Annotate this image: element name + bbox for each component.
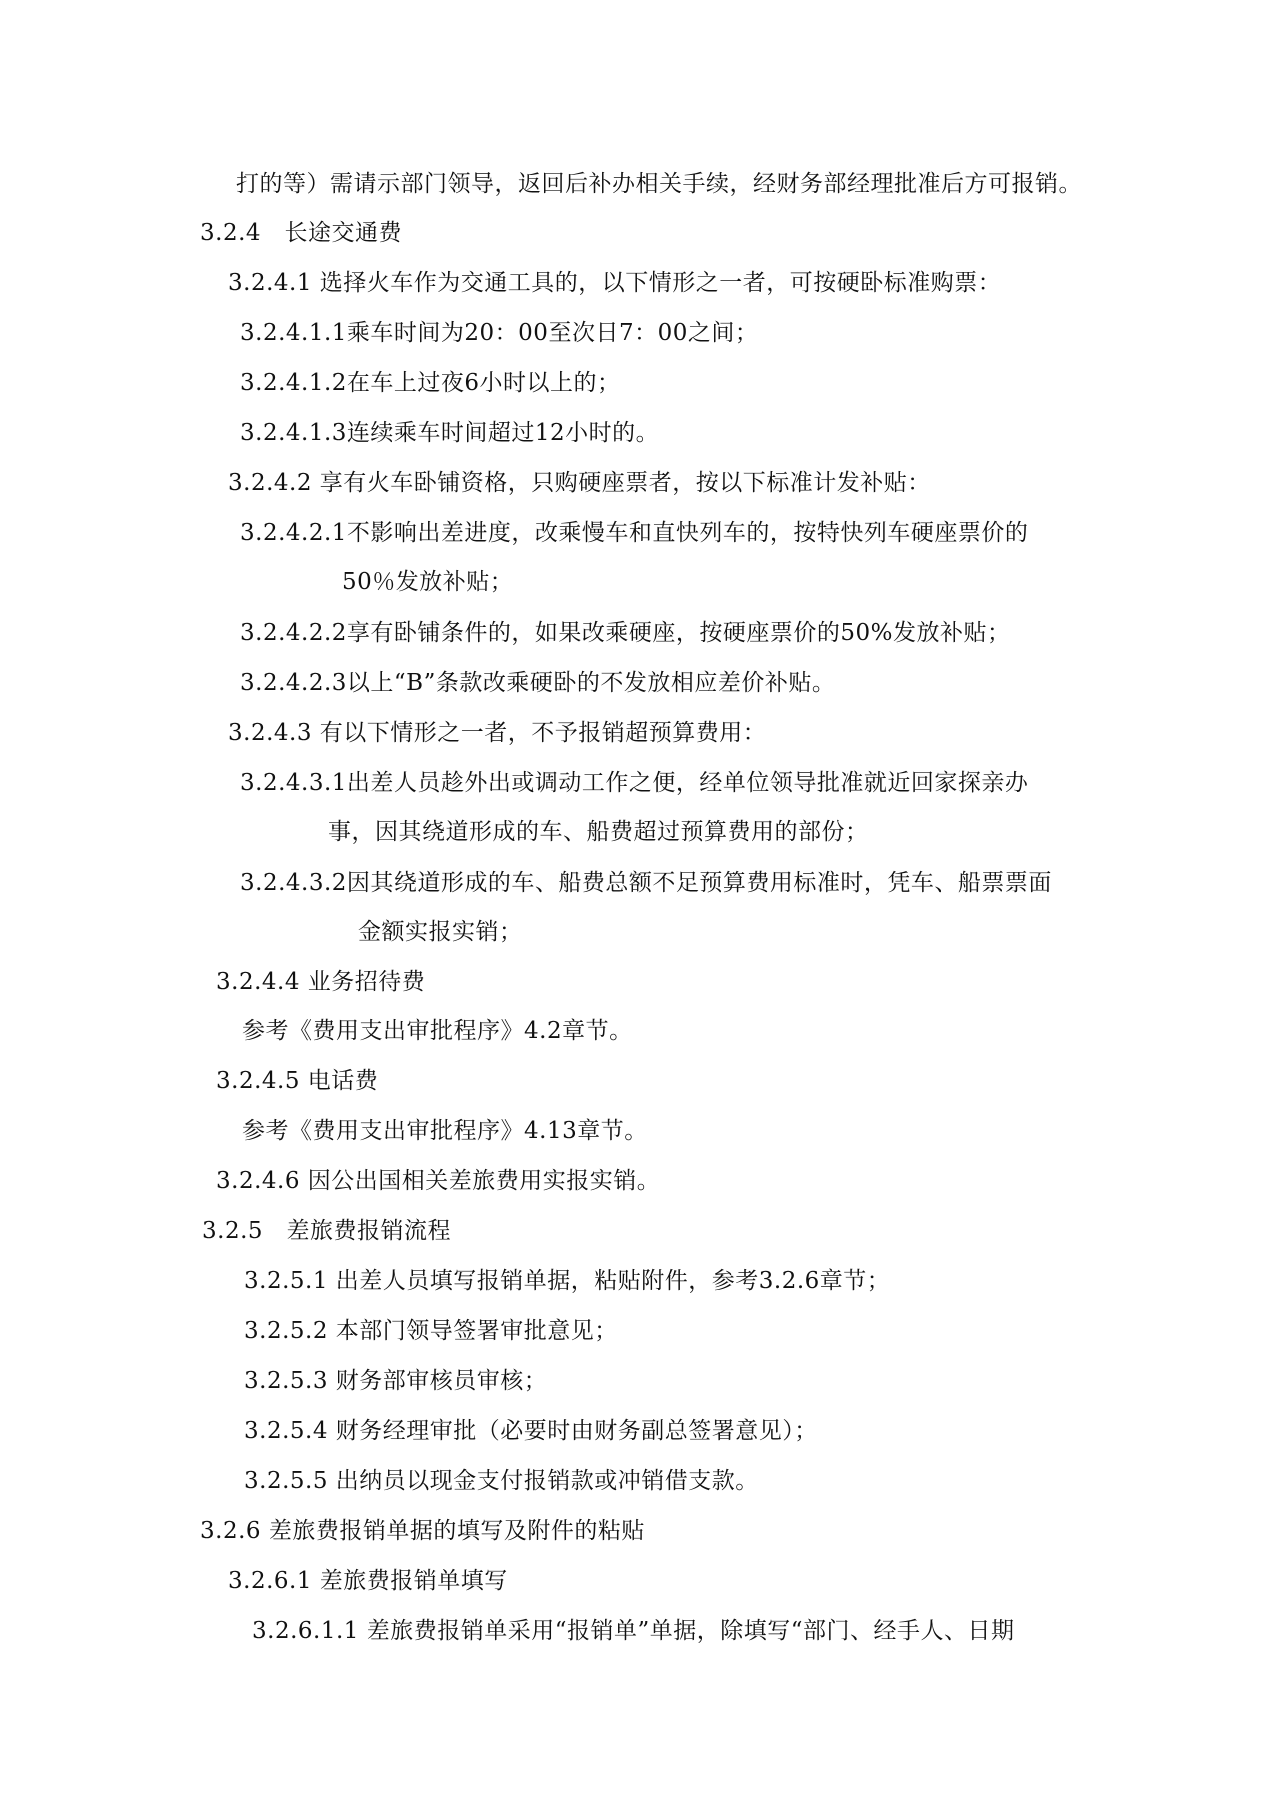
clause-3-2-4-3-2-cont: 金额实报实销； [358, 919, 523, 945]
heading-3-2-6: 3.2.6 差旅费报销单据的填写及附件的粘贴 [200, 1518, 645, 1544]
clause-3-2-4-2-2: 3.2.4.2.2享有卧铺条件的，如果改乘硬座，按硬座票价的50%发放补贴； [240, 620, 1011, 646]
clause-3-2-4-1-2: 3.2.4.1.2在车上过夜6小时以上的； [240, 370, 621, 396]
clause-3-2-4-1: 3.2.4.1 选择火车作为交通工具的，以下情形之一者，可按硬卧标准购票： [228, 270, 1002, 296]
heading-3-2-5: 3.2.5 差旅费报销流程 [202, 1218, 452, 1244]
clause-3-2-4-1-3: 3.2.4.1.3连续乘车时间超过12小时的。 [240, 420, 660, 446]
clause-3-2-5-4: 3.2.5.4 财务经理审批（必要时由财务副总签署意见）； [244, 1418, 818, 1444]
clause-3-2-4-2-3: 3.2.4.2.3以上“B”条款改乘硬卧的不发放相应差价补贴。 [240, 670, 836, 696]
clause-3-2-5-1: 3.2.5.1 出差人员填写报销单据，粘贴附件，参考3.2.6章节； [244, 1268, 891, 1294]
heading-3-2-4: 3.2.4 长途交通费 [200, 220, 403, 246]
clause-3-2-5-5: 3.2.5.5 出纳员以现金支付报销款或冲销借支款。 [244, 1468, 759, 1494]
text-line-continuation: 打的等）需请示部门领导，返回后补办相关手续，经财务部经理批准后方可报销。 [236, 171, 1082, 197]
clause-3-2-4-3: 3.2.4.3 有以下情形之一者，不予报销超预算费用： [228, 720, 767, 746]
clause-3-2-5-2: 3.2.5.2 本部门领导签署审批意见； [244, 1318, 618, 1344]
clause-3-2-4-4: 3.2.4.4 业务招待费 [216, 969, 426, 995]
clause-3-2-4-2-1: 3.2.4.2.1不影响出差进度，改乘慢车和直快列车的，按特快列车硬座票价的 [240, 520, 1029, 546]
clause-3-2-4-4-ref: 参考《费用支出审批程序》4.2章节。 [242, 1018, 633, 1044]
clause-3-2-4-6: 3.2.4.6 因公出国相关差旅费用实报实销。 [216, 1168, 661, 1194]
clause-3-2-4-3-1: 3.2.4.3.1出差人员趁外出或调动工作之便，经单位领导批准就近回家探亲办 [240, 770, 1029, 796]
clause-3-2-4-2: 3.2.4.2 享有火车卧铺资格，只购硬座票者，按以下标准计发补贴： [228, 470, 931, 496]
clause-3-2-4-3-1-cont: 事，因其绕道形成的车、船费超过预算费用的部份； [328, 819, 869, 845]
clause-3-2-4-2-1-cont: 50％发放补贴； [342, 569, 514, 595]
clause-3-2-5-3: 3.2.5.3 财务部审核员审核； [244, 1368, 548, 1394]
clause-3-2-4-3-2: 3.2.4.3.2因其绕道形成的车、船费总额不足预算费用标准时，凭车、船票票面 [240, 870, 1052, 896]
clause-3-2-4-5: 3.2.4.5 电话费 [216, 1068, 379, 1094]
clause-3-2-6-1-1: 3.2.6.1.1 差旅费报销单采用“报销单”单据，除填写“部门、经手人、日期 [252, 1618, 1015, 1644]
clause-3-2-6-1: 3.2.6.1 差旅费报销单填写 [228, 1568, 508, 1594]
clause-3-2-4-5-ref: 参考《费用支出审批程序》4.13章节。 [242, 1118, 648, 1144]
clause-3-2-4-1-1: 3.2.4.1.1乘车时间为20：00至次日7：00之间； [240, 320, 759, 346]
